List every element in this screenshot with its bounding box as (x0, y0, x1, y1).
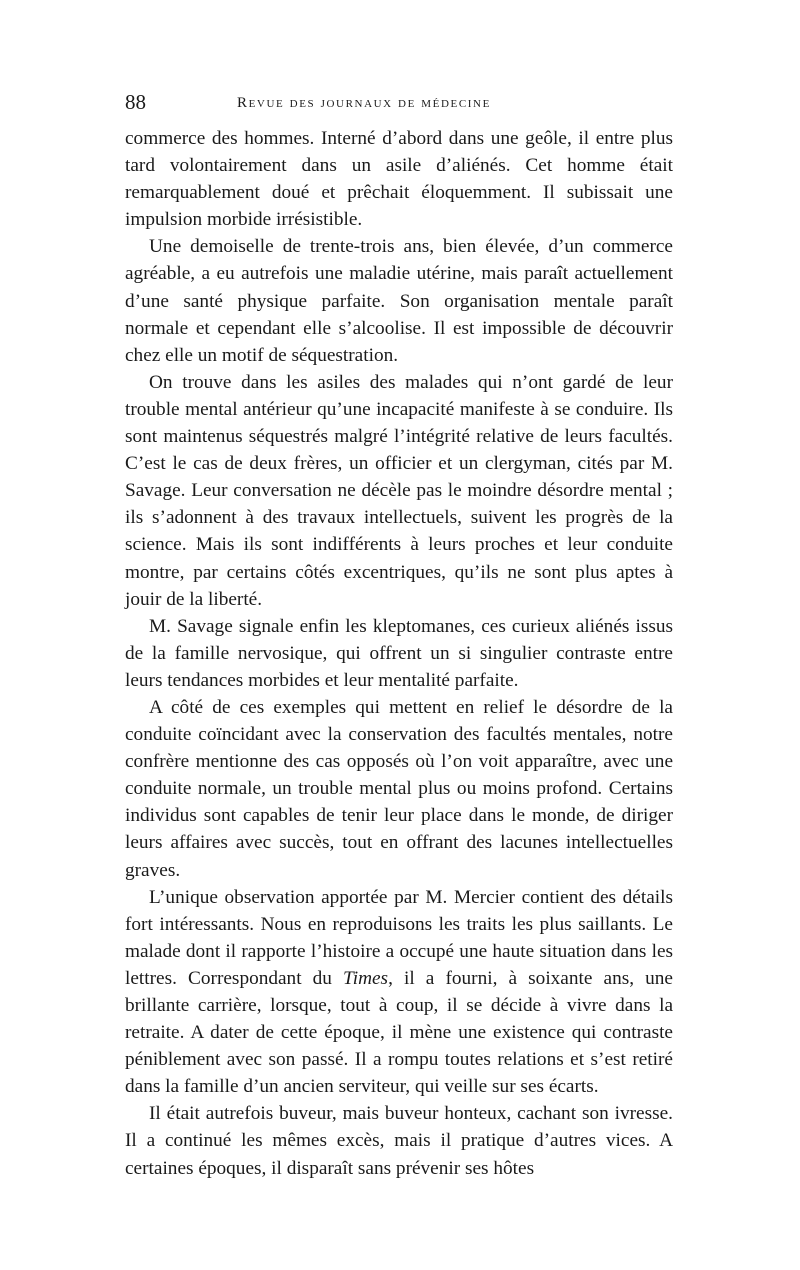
paragraph-text-before: L’unique observation apportée par M. Mercier contient des détails fort intéressants. Nous en reproduisons les traits les plus saillants. Le malade dont il rapporte l’histoire a occupé une haute situation dans les lettres. Correspondant du (125, 886, 673, 989)
paragraph-text-after: , il a fourni, à soixante ans, une brillante carrière, lorsque, tout à coup, il se décide à vivre dans la retraite. A dater de cette époque, il mène une existence qui contraste péniblement avec son passé. Il a rompu toutes relations et s’est retiré dans la famille d’un ancien serviteur, qui veille sur ses écarts. (125, 967, 673, 1098)
paragraph: M. Savage signale enfin les kleptomanes, ces curieux aliénés issus de la famille nervosique, qui offrent un si singulier contraste entre leurs tendances morbides et leur mentalité parfaite. (125, 615, 673, 691)
paragraph: Une demoiselle de trente-trois ans, bien élevée, d’un commerce agréable, a eu autrefois une maladie utérine, mais paraît actuellement d’une santé physique parfaite. Son organisation mentale paraît normale et cependant elle s’alcoolise. Il est impossible de découvrir chez elle un motif de séquestration. (125, 236, 673, 366)
body-text (125, 125, 673, 1182)
page-number: 88 (125, 90, 146, 114)
paragraph: Il était autrefois buveur, mais buveur honteux, cachant son ivresse. Il a continué les mêmes excès, mais il pratique d’autres vices. A certaines époques, il disparaît sans prévenir ses hôtes (125, 1103, 673, 1179)
paragraph: On trouve dans les asiles des malades qui n’ont gardé de leur trouble mental antérieur qu’une incapacité manifeste à se conduire. Ils sont maintenus séquestrés malgré l’intégrité relative de leurs facultés. C’est le cas de deux frères, un officier et un clergyman, cités par M. Savage. Leur conversation ne décèle pas le moindre désordre mental ; ils s’adonnent à des travaux intellectuels, suivent les progrès de la science. Mais ils sont indifférents à leurs proches et leur conduite montre, par certains côtés excentriques, qu’ils ne sont plus aptes à jouir de la liberté. (125, 371, 673, 610)
paragraph: A côté de ces exemples qui mettent en relief le désordre de la conduite coïncidant avec la conservation des facultés mentales, notre confrère mentionne des cas opposés où l’on voit apparaître, avec une conduite normale, un trouble mental plus ou moins profond. Certains individus sont capables de tenir leur place dans le monde, de diriger leurs affaires avec succès, tout en offrant des lacunes intellectuelles graves. (125, 696, 673, 881)
paragraph-mercier-observation (125, 884, 673, 1101)
running-title: revue des journaux de médecine (237, 95, 491, 111)
running-header (125, 88, 675, 116)
newspaper-title: Times (343, 967, 389, 989)
paragraph-continuation: commerce des hommes. Interné d’abord dans une geôle, il entre plus tard volontairement dans un asile d’aliénés. Cet homme était remarquablement doué et prêchait éloquemment. Il subissait une impulsion morbide irrésistible. (125, 128, 673, 231)
